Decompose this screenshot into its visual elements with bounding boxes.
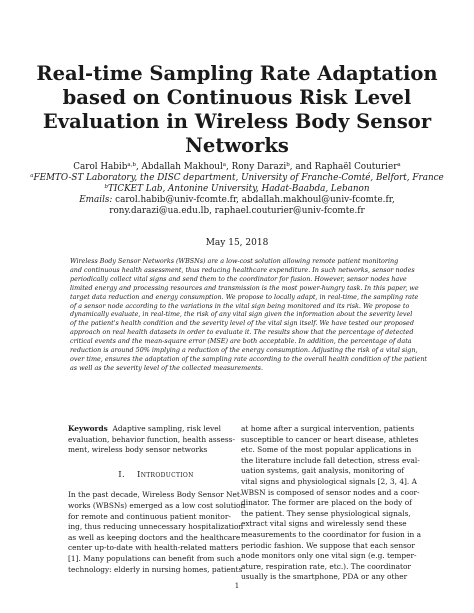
author-sup: b [286,162,290,168]
abstract-line: target data reduction and energy consumption. We propose to locally adapt, in real-time, the sampling rate [70,292,419,301]
left-column [68,424,244,575]
affiliation-b [0,184,474,195]
body-line: periodic fashion. We suppose that each sensor [241,540,415,550]
title-line: Real-time Sampling Rate Adaptation [36,62,438,85]
body-line: for remote and continuous patient monitor- [68,511,231,521]
body-line: the literature include fall detection, stress eval- [241,455,420,465]
body-line: dinator. The former are placed on the body of [241,498,412,508]
emails-line-1 [0,195,474,206]
affiliation-a [0,173,474,184]
paper-title [0,62,474,158]
title-line: Networks [185,134,289,157]
emails-text: carol.habib@univ-fcomte.fr, abdallah.makhoul@univ-fcomte.fr, [115,195,395,205]
author-names: Carol Habib$^{a,b}$, Abdallah Makhoul$^a$, Rony Darazi$^b$, and Raphaël Couturier$^a$ [73,162,401,172]
abstract-line: Wireless Body Sensor Networks (WBSNs) are a low-cost solution allowing remote patient monitoring [70,257,399,265]
abstract-line: dynamically evaluate, in real-time, the risk of any vital sign given the information about the severity level [70,310,413,319]
publication-date: May 15, 2018 [205,238,269,248]
body-line: vital signs and physiological signals [2, 3, 4]. A [241,476,417,486]
abstract-line: periodically collect vital signs and send them to the coordinator for fusion. However, sensor nodes have [70,274,407,283]
right-column [241,424,422,583]
body-line: usually is the smartphone, PDA or any other [241,572,408,582]
author-block [0,162,474,217]
body-line: WBSN is composed of sensor nodes and a coor- [241,487,420,497]
title-line: based on Continuous Risk Level [62,86,412,109]
body-line: at home after a surgical intervention, patients [241,424,415,433]
body-line: the patient. They sense physiological signals, [241,508,411,518]
author-name: Rony Darazi [231,162,287,172]
affiliation-text: TICKET Lab, Antonine University, Hadat-Baabda, Lebanon [108,184,370,194]
body-line: center up-to-date with health-related matters [68,543,239,553]
affiliation-mark: b [104,184,109,190]
body-line: ature, respiration rate, etc.). The coordinator [241,561,411,571]
abstract-line: and continuous health assessment, thus reducing healthcare expenditure. In such networks, sensor nodes [70,265,415,274]
abstract-line: critical events and the mean-square error (MSE) are both acceptable. In addition, the percentage of data [70,337,412,346]
body-line: ing, thus reducing unnecessary hospitalization [68,522,244,532]
keywords-label: Keywords [68,424,108,433]
body-line: technology: elderly in nursing homes, patients [68,564,243,574]
abstract-line: over time, ensures the adaptation of the sampling rate according to the overall health condition of the patient [70,354,428,363]
author-sup: a,b [127,162,136,168]
body-line: as well as keeping doctors and the healthcare [68,532,241,542]
body-line: susceptible to cancer or heart disease, athletes [241,434,419,444]
section-heading [68,470,244,481]
abstract [70,257,428,373]
keywords-line: ment, wireless body sensor networks [68,445,208,455]
body-line: works (WBSNs) emerged as a low cost solution [68,500,246,510]
keywords-line: evaluation, behavior function, health assess- [68,434,235,444]
author-sup: a [397,162,401,168]
abstract-line: of a sensor node according to the variations in the vital sign being monitored and its risk. We propose to [70,301,410,310]
body-line: In the past decade, Wireless Body Sensor Net- [68,490,243,500]
section-title: Introduction [137,469,194,480]
abstract-line: reduction is around 50% implying a reduction of the energy consumption. Adjusting the risk of a vital sign, [70,346,418,355]
abstract-line: as well as the severity level of the collected measurements. [70,363,263,372]
abstract-line: limited energy and processing resources and transmission is the most power-hungry task. In this paper, we [70,283,419,292]
abstract-line: approach on real health datasets in order to evaluate it. The results show that the percentage of detected [70,328,414,337]
section-number: I. [118,469,126,480]
author-name: Abdallah Makhoul [141,162,223,172]
title-line: Evaluation in Wireless Body Sensor [42,110,432,133]
body-line: [1]. Many populations can benefit from such a [68,553,241,563]
emails-label: Emails: [79,195,113,205]
body-line: extract vital signs and wirelessly send these [241,519,407,529]
page-number: 1 [234,582,240,590]
author-name: and Raphaël Couturier [295,162,398,172]
body-line: node monitors only one vital sign (e.g. temper- [241,551,417,561]
author-sup: a [222,162,227,168]
emails-line-2: rony.darazi@ua.edu.lb, raphael.couturier@univ-fcomte.fr [109,206,365,216]
author-name: Carol Habib [73,162,128,172]
keywords-line [68,424,244,435]
body-line: uation systems, gait analysis, monitoring of [241,466,405,476]
body-line: etc. Some of the most popular applications in [241,445,412,455]
abstract-line: of the patient's health condition and the severity level of the vital sign itself. We have tested our proposed [70,319,414,328]
affiliation-mark: a [30,173,34,179]
keywords-text: Adaptive sampling, risk level [112,424,221,433]
affiliation-text: FEMTO-ST Laboratory, the DISC department, University of Franche-Comté, Belfort, France [33,173,444,183]
body-line: measurements to the coordinator for fusion in a [241,529,422,539]
